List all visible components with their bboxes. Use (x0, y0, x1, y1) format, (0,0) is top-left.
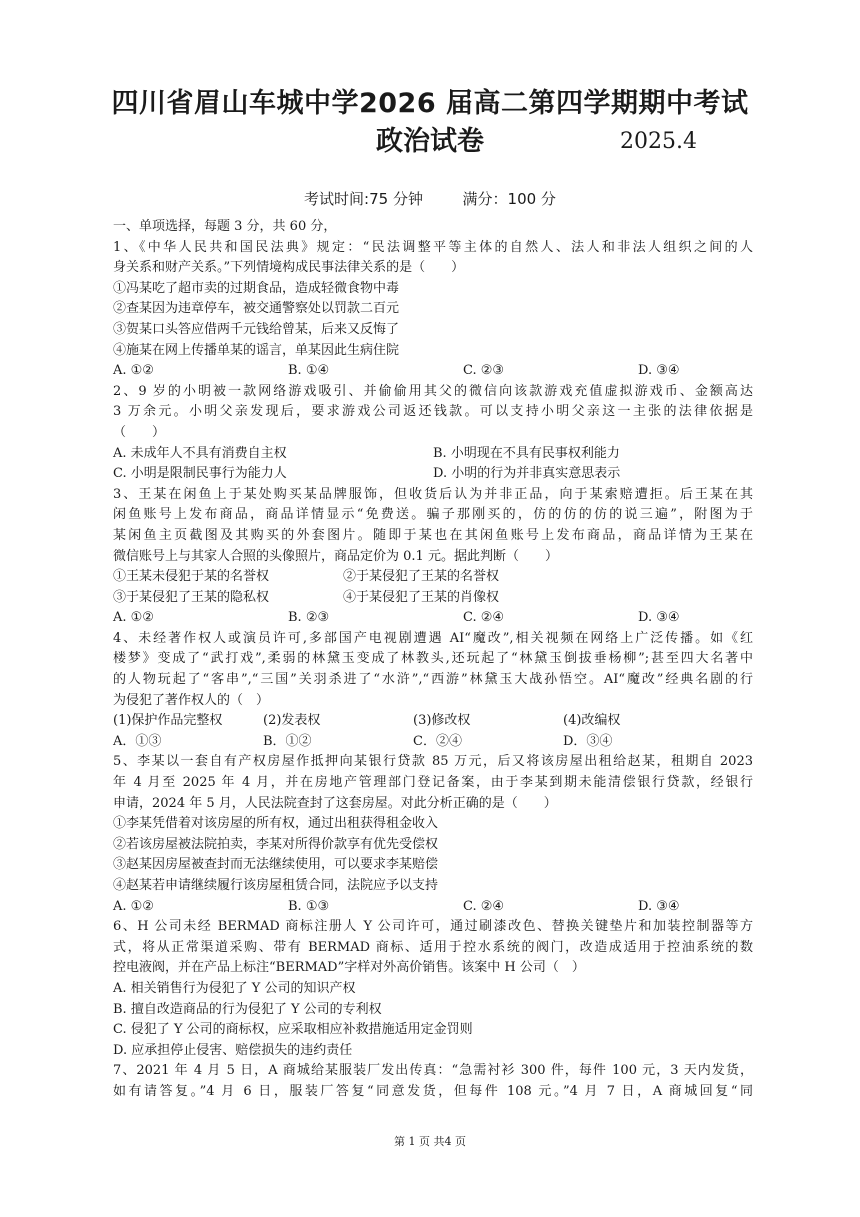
option-c: C. ②④ (463, 898, 505, 914)
question-3 (113, 485, 753, 629)
question-stem-line: 3 万余元。小明父亲发现后，要求游戏公司返还钱款。可以支持小明父亲这一主张的法律依据是 (113, 404, 753, 420)
question-stem-line: 控电液阀，并在产品上标注“BERMAD”字样对外高价销售。该案中 H 公司（ ） (113, 960, 585, 976)
question-7 (113, 1061, 753, 1102)
statement-item: ②查某因为违章停车，被交通警察处以罚款二百元 (113, 301, 400, 317)
option-d: D. 应承担停止侵害、赔偿损失的违约责任 (113, 1042, 353, 1058)
question-6 (113, 917, 753, 1061)
title-line-2 (0, 124, 860, 160)
option-c: C. ②③ (463, 363, 505, 379)
question-stem-line: 式，将从正常渠道采购、带有 BERMAD 商标、适用于控水系统的阀门，改造成适用于控油系统的数 (113, 939, 753, 955)
answer-options (113, 464, 753, 485)
option-c: C. 小明是限制民事行为能力人 (113, 466, 287, 482)
statement-item: (3)修改权 (413, 713, 471, 729)
statement-item: ②于某侵犯了王某的名誉权 (343, 569, 500, 585)
option-b: B. 小明现在不具有民事权利能力 (433, 445, 620, 461)
statement-item: ①王某未侵犯于某的名誉权 (113, 569, 270, 585)
answer-options (113, 732, 753, 753)
question-content (113, 217, 753, 1103)
option-a: A. ①② (113, 898, 154, 914)
page-footer: 第 1 页 共4 页 (394, 1135, 466, 1148)
exam-time: 考试时间:75 分钟 (304, 190, 423, 208)
exam-date: 2025.4 (620, 129, 697, 154)
answer-options (113, 361, 753, 382)
question-stem-line: 闲鱼账号上发布商品，商品详情显示“免费送。骗子那刚买的，仿的仿的仿的说三遍”，附图为于 (113, 507, 753, 523)
option-b: B. ①③ (288, 898, 330, 914)
statement-item: (4)改编权 (563, 713, 621, 729)
question-stem-line: 3、王某在闲鱼上于某处购买某品牌服饰，但收货后认为并非正品，向于某索赔遭拒。后王某在其 (113, 486, 753, 502)
option-a: A．①③ (113, 733, 162, 749)
option-b: B．①② (263, 733, 312, 749)
option-c: C．②④ (413, 733, 462, 749)
exam-score: 满分：100 分 (462, 190, 556, 208)
question-stem-line: 4、未经著作权人或演员许可,多部国产电视剧遭遇 AI“魔改”,相关视频在网络上广泛传播。如《红 (113, 630, 753, 646)
question-stem-line: 的人物玩起了“客串”,“三国”关羽杀进了“水浒”,“西游”林黛玉大战孙悟空。AI“魔改”经典名剧的行 (113, 672, 753, 688)
option-a: A. ①② (113, 363, 154, 379)
option-d: D. ③④ (638, 363, 680, 379)
statement-item: ④赵某若申请继续履行该房屋租赁合同，法院应予以支持 (113, 878, 439, 893)
option-c: C. ②④ (463, 610, 505, 626)
answer-options (113, 444, 753, 465)
question-stem-line: （ ） (113, 424, 166, 440)
option-a: A. ①② (113, 610, 154, 626)
option-d: D. 小明的行为并非真实意思表示 (433, 466, 621, 482)
option-a: A. 相关销售行为侵犯了 Y 公司的知识产权 (113, 980, 356, 996)
question-stem-line: 某闲鱼主页截图及其购买的外套图片。随即于某也在其闲鱼账号上发布商品，商品详情为王某在 (113, 527, 753, 543)
subject-title: 政治试卷 (376, 126, 484, 157)
question-stem-line: 7、2021 年 4 月 5 日，A 商城给某服装厂发出传真：“急需衬衫 300 件，每件 100 元，3 天内发货， (113, 1063, 753, 1079)
option-b: B. 擅自改造商品的行为侵犯了 Y 公司的专利权 (113, 1001, 382, 1017)
statement-row (113, 711, 753, 732)
question-stem-line: 6、H 公司未经 BERMAD 商标注册人 Y 公司许可，通过刷漆改色、替换关键垫片和加装控制器等方 (113, 919, 753, 935)
question-stem-line: 身关系和财产关系。”下列情境构成民事法律关系的是（ ） (113, 260, 465, 276)
option-b: B. ②③ (288, 610, 330, 626)
statement-item: (1)保护作品完整权 (113, 713, 223, 729)
section-heading: 一、单项选择，每题 3 分，共 60 分， (113, 219, 337, 234)
question-stem-line: 楼梦》变成了“武打戏”,柔弱的林黛玉变成了林教头,还玩起了“林黛玉倒拔垂杨柳”;甚至四大名著中 (113, 651, 753, 667)
statement-item: ②若该房屋被法院拍卖，李某对所得价款享有优先受偿权 (113, 836, 439, 852)
question-stem-line: 微信账号上与其家人合照的头像照片，商品定价为 0.1 元。据此判断（ ） (113, 548, 558, 564)
statement-item: ①冯某吃了超市卖的过期食品，造成轻微食物中毒 (113, 280, 400, 296)
option-a: A. 未成年人不具有消费自主权 (113, 445, 287, 461)
option-b: B. ①④ (288, 363, 330, 379)
statement-item: ③赵某因房屋被查封而无法继续使用，可以要求李某赔偿 (113, 857, 439, 873)
question-stem-line: 年 4 月至 2025 年 4 月，并在房地产管理部门登记备案，由于李某到期未能清偿银行贷款，经银行 (113, 775, 753, 791)
statement-item: ③于某侵犯了王某的隐私权 (113, 589, 270, 605)
answer-options (113, 608, 753, 629)
question-stem-line: 2、9 岁的小明被一款网络游戏吸引、并偷偷用其父的微信向该款游戏充值虚拟游戏币、金额高达 (113, 383, 753, 399)
question-stem-line: 5、李某以一套自有产权房屋作抵押向某银行贷款 85 万元，后又将该房屋出租给赵某，租期自 2023 (113, 754, 753, 770)
statement-item: ①李某凭借着对该房屋的所有权，通过出租获得租金收入 (113, 816, 439, 832)
statement-item: (2)发表权 (263, 713, 321, 729)
exam-info (0, 188, 860, 210)
question-2 (113, 382, 753, 485)
option-c: C. 侵犯了 Y 公司的商标权，应采取相应补救措施适用定金罚则 (113, 1022, 473, 1038)
statement-item: ③贺某口头答应借两千元钱给曾某，后来又反悔了 (113, 321, 400, 337)
answer-options (113, 897, 753, 918)
option-d: D. ③④ (638, 898, 680, 914)
question-4 (113, 629, 753, 753)
statement-item: ④施某在网上传播单某的谣言，单某因此生病住院 (113, 342, 400, 358)
statement-row (113, 588, 753, 609)
exam-title: 四川省眉山车城中学2026 届高二第四学期期中考试 (111, 88, 749, 119)
question-1 (113, 238, 753, 382)
statement-item: ④于某侵犯了王某的肖像权 (343, 589, 500, 605)
title-block (0, 86, 860, 160)
statement-row (113, 567, 753, 588)
question-stem-line: 1、《中华人民共和国民法典》规定：“民法调整平等主体的自然人、法人和非法人组织之间的人 (113, 239, 753, 255)
option-d: D．③④ (563, 733, 613, 749)
question-stem-line: 申请，2024 年 5 月，人民法院查封了这套房屋。对此分析正确的是（ ） (113, 795, 557, 811)
option-d: D. ③④ (638, 610, 680, 626)
question-5 (113, 752, 753, 917)
question-stem-line: 为侵犯了著作权人的（ ） (113, 692, 270, 708)
question-stem-line: 如有请答复。”4 月 6 日，服装厂答复“同意发货，但每件 108 元。”4 月 7 日，A 商城回复“同 (113, 1083, 753, 1099)
